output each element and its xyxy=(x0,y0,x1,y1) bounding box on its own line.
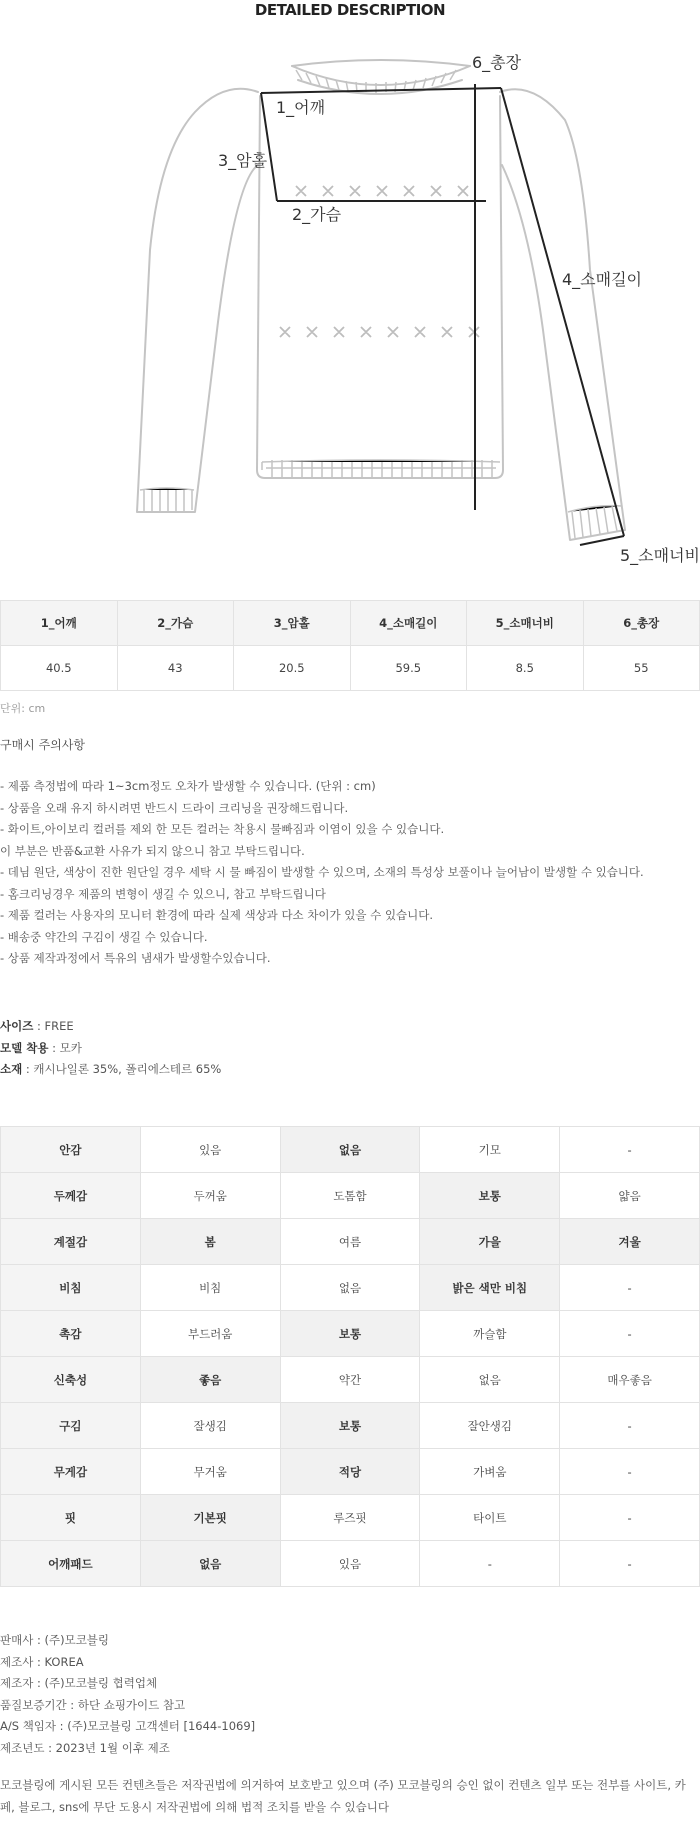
attribute-row xyxy=(1,1541,700,1587)
measurement-labels xyxy=(218,53,700,566)
notice-line: - 화이트,아이보리 컬러를 제외 한 모든 컬러는 착용시 물빠짐과 이염이 있을 수 있습니다. xyxy=(0,822,445,836)
attribute-row xyxy=(1,1403,700,1449)
spec-material: 소재 : 캐시나일론 35%, 폴리에스테르 65% xyxy=(0,1062,222,1076)
attribute-option: 타이트 xyxy=(420,1495,560,1541)
attribute-option: 가벼움 xyxy=(420,1449,560,1495)
attribute-option: 겨울 xyxy=(560,1219,700,1265)
attribute-option: 없음 xyxy=(140,1541,280,1587)
attribute-option: 부드러움 xyxy=(140,1311,280,1357)
attribute-option: 있음 xyxy=(280,1541,420,1587)
notice-line: 이 부분은 반품&교환 사유가 되지 않으니 참고 부탁드립니다. xyxy=(0,843,305,858)
info-line: 제조년도 : 2023년 1월 이후 제조 xyxy=(0,1740,170,1755)
attribute-row xyxy=(1,1265,700,1311)
attribute-option: 없음 xyxy=(420,1357,560,1403)
notice-line: - 데님 원단, 색상이 진한 원단일 경우 세탁 시 물 빠짐이 발생할 수 있으며, 소재의 특성상 보풀이나 늘어남이 발생할 수 있습니다. xyxy=(0,865,644,879)
notice-line: - 상품을 오래 유지 하시려면 반드시 드라이 크리닝을 권장해드립니다. xyxy=(0,800,349,815)
label-sleeve-width: 5_소매너비 xyxy=(620,546,700,565)
unit-note: 단위: cm xyxy=(0,702,46,715)
label-armhole: 3_암홀 xyxy=(218,151,268,170)
attribute-option: 보통 xyxy=(280,1403,420,1449)
size-table xyxy=(0,600,700,691)
spec-material-value: 캐시나일론 35%, 폴리에스테르 65% xyxy=(33,1062,222,1076)
notice-line: - 상품 제작과정에서 특유의 냄새가 발생할수있습니다. xyxy=(0,951,271,965)
sleeve-length-line xyxy=(501,88,624,536)
attribute-name: 구김 xyxy=(1,1403,141,1449)
attribute-option: 까슬함 xyxy=(420,1311,560,1357)
product-attributes-table xyxy=(0,1126,700,1587)
attribute-option: 보통 xyxy=(420,1173,560,1219)
attribute-option: 기본핏 xyxy=(140,1495,280,1541)
attribute-name: 안감 xyxy=(1,1127,141,1173)
attribute-row xyxy=(1,1449,700,1495)
attribute-option: - xyxy=(560,1449,700,1495)
notice-list xyxy=(0,776,700,970)
spec-model: 모델 착용 : 모카 xyxy=(0,1040,82,1055)
attribute-row xyxy=(1,1311,700,1357)
attribute-name: 계절감 xyxy=(1,1219,141,1265)
attribute-option: - xyxy=(420,1541,560,1587)
attribute-option: - xyxy=(560,1127,700,1173)
sweater-measurement-diagram xyxy=(0,28,700,568)
size-header-length: 6_총장 xyxy=(583,601,700,646)
attribute-option: - xyxy=(560,1265,700,1311)
attribute-row xyxy=(1,1173,700,1219)
attribute-name: 무게감 xyxy=(1,1449,141,1495)
attribute-row xyxy=(1,1127,700,1173)
info-line: 제조자 : (주)모코블링 협력업체 xyxy=(0,1676,158,1690)
attribute-option: 잘안생김 xyxy=(420,1403,560,1449)
attribute-option: 적당 xyxy=(280,1449,420,1495)
attribute-row xyxy=(1,1219,700,1265)
label-length: 6_총장 xyxy=(472,53,522,72)
size-value-armhole: 20.5 xyxy=(234,646,351,691)
attribute-option: - xyxy=(560,1403,700,1449)
size-header-chest: 2_가슴 xyxy=(117,601,234,646)
attribute-option: 없음 xyxy=(280,1265,420,1311)
notice-title: 구매시 주의사항 xyxy=(0,738,85,752)
attribute-option: - xyxy=(560,1311,700,1357)
info-line: A/S 책임자 : (주)모코블링 고객센터 [1644-1069] xyxy=(0,1719,256,1733)
attribute-option: 도톰함 xyxy=(280,1173,420,1219)
notice-line: - 제품 컬러는 사용자의 모니터 환경에 따라 실제 색상과 다소 차이가 있을 수 있습니다. xyxy=(0,908,434,922)
attribute-option: 얇음 xyxy=(560,1173,700,1219)
attribute-row xyxy=(1,1357,700,1403)
size-table-value-row xyxy=(1,646,700,691)
size-value-sleeve-length: 59.5 xyxy=(350,646,467,691)
attribute-option: 무거움 xyxy=(140,1449,280,1495)
attribute-name: 신축성 xyxy=(1,1357,141,1403)
rib-ticks xyxy=(140,70,622,538)
attribute-option: 좋음 xyxy=(140,1357,280,1403)
info-line: 제조사 : KOREA xyxy=(0,1654,84,1669)
label-sleeve-length: 4_소매길이 xyxy=(562,270,643,289)
attribute-option: 봄 xyxy=(140,1219,280,1265)
size-value-sleeve-width: 8.5 xyxy=(467,646,584,691)
info-line: 품질보증기간 : 하단 쇼핑가이드 참고 xyxy=(0,1697,186,1712)
size-value-shoulder: 40.5 xyxy=(1,646,118,691)
attribute-option: - xyxy=(560,1541,700,1587)
attribute-option: 비침 xyxy=(140,1265,280,1311)
size-value-chest: 43 xyxy=(117,646,234,691)
size-table-header-row xyxy=(1,601,700,646)
spec-size: 사이즈 : FREE xyxy=(0,1019,74,1033)
size-header-sleeve-length: 4_소매길이 xyxy=(350,601,467,646)
seller-info xyxy=(0,1630,255,1759)
attribute-row xyxy=(1,1495,700,1541)
attribute-name: 촉감 xyxy=(1,1311,141,1357)
attribute-option: 있음 xyxy=(140,1127,280,1173)
label-chest: 2_가슴 xyxy=(292,205,342,224)
attribute-option: - xyxy=(560,1495,700,1541)
spec-material-label: 소재 xyxy=(0,1062,23,1076)
size-value-length: 55 xyxy=(583,646,700,691)
attribute-option: 기모 xyxy=(420,1127,560,1173)
spec-model-label: 모델 착용 xyxy=(0,1040,49,1055)
attribute-option: 두꺼움 xyxy=(140,1173,280,1219)
spec-model-value: 모카 xyxy=(59,1040,82,1055)
notice-line: - 제품 측정법에 따라 1~3cm정도 오차가 발생할 수 있습니다. (단위 : cm) xyxy=(0,779,376,793)
shoulder-line xyxy=(261,88,501,93)
attribute-option: 루즈핏 xyxy=(280,1495,420,1541)
attribute-option: 약간 xyxy=(280,1357,420,1403)
size-header-armhole: 3_암홀 xyxy=(234,601,351,646)
attribute-name: 비침 xyxy=(1,1265,141,1311)
attribute-name: 두께감 xyxy=(1,1173,141,1219)
attribute-option: 가을 xyxy=(420,1219,560,1265)
attribute-option: 없음 xyxy=(280,1127,420,1173)
info-line: 판매사 : (주)모코블링 xyxy=(0,1633,110,1647)
label-shoulder: 1_어깨 xyxy=(276,98,326,117)
product-spec xyxy=(0,1016,221,1081)
attribute-option: 매우좋음 xyxy=(560,1357,700,1403)
attribute-name: 어깨패드 xyxy=(1,1541,141,1587)
spec-size-value: FREE xyxy=(44,1019,74,1033)
attribute-name: 핏 xyxy=(1,1495,141,1541)
spec-size-label: 사이즈 xyxy=(0,1019,34,1033)
attribute-option: 보통 xyxy=(280,1311,420,1357)
notice-line: - 배송중 약간의 구김이 생길 수 있습니다. xyxy=(0,929,208,944)
page-title: DETAILED DESCRIPTION xyxy=(254,1,446,19)
size-header-shoulder: 1_어깨 xyxy=(1,601,118,646)
copyright-notice: 모코블링에 게시된 모든 컨텐츠들은 저작권법에 의거하여 보호받고 있으며 (주) 모코블링의 승인 없이 컨텐츠 일부 또는 전부를 사이트, 카페, 블로그, sns에 무단 도용시 저작권법에 의해 법적 조치를 받을 수 있습니다 xyxy=(0,1778,686,1814)
size-header-sleeve-width: 5_소매너비 xyxy=(467,601,584,646)
armhole-line xyxy=(261,93,277,201)
notice-line: - 홈크리닝경우 제품의 변형이 생길 수 있으니, 참고 부탁드립니다 xyxy=(0,886,326,901)
attribute-option: 여름 xyxy=(280,1219,420,1265)
attribute-option: 밝은 색만 비침 xyxy=(420,1265,560,1311)
attribute-option: 잘생김 xyxy=(140,1403,280,1449)
